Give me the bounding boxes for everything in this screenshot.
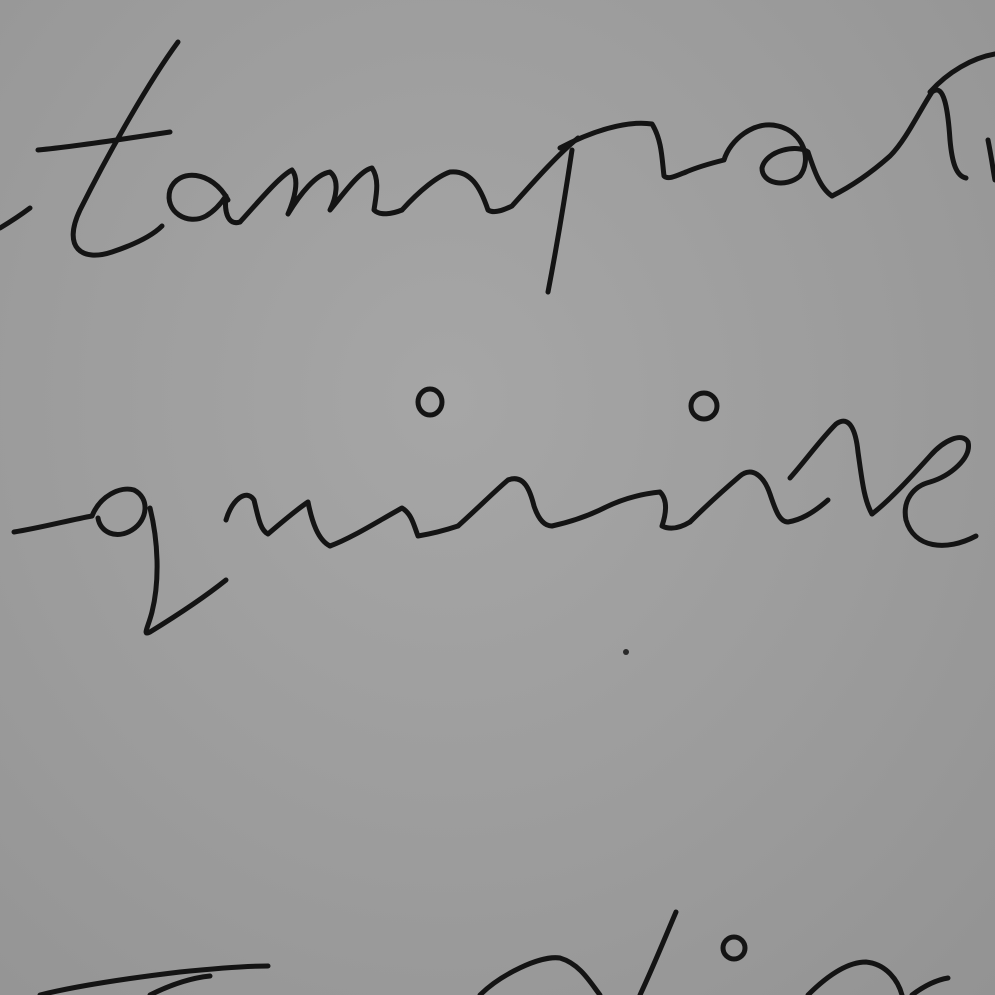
handwritten-word-quinine <box>14 389 976 633</box>
handwritten-word-tampan <box>0 42 995 292</box>
ink-speck <box>623 649 629 655</box>
handwritten-word-tachine <box>40 912 948 995</box>
